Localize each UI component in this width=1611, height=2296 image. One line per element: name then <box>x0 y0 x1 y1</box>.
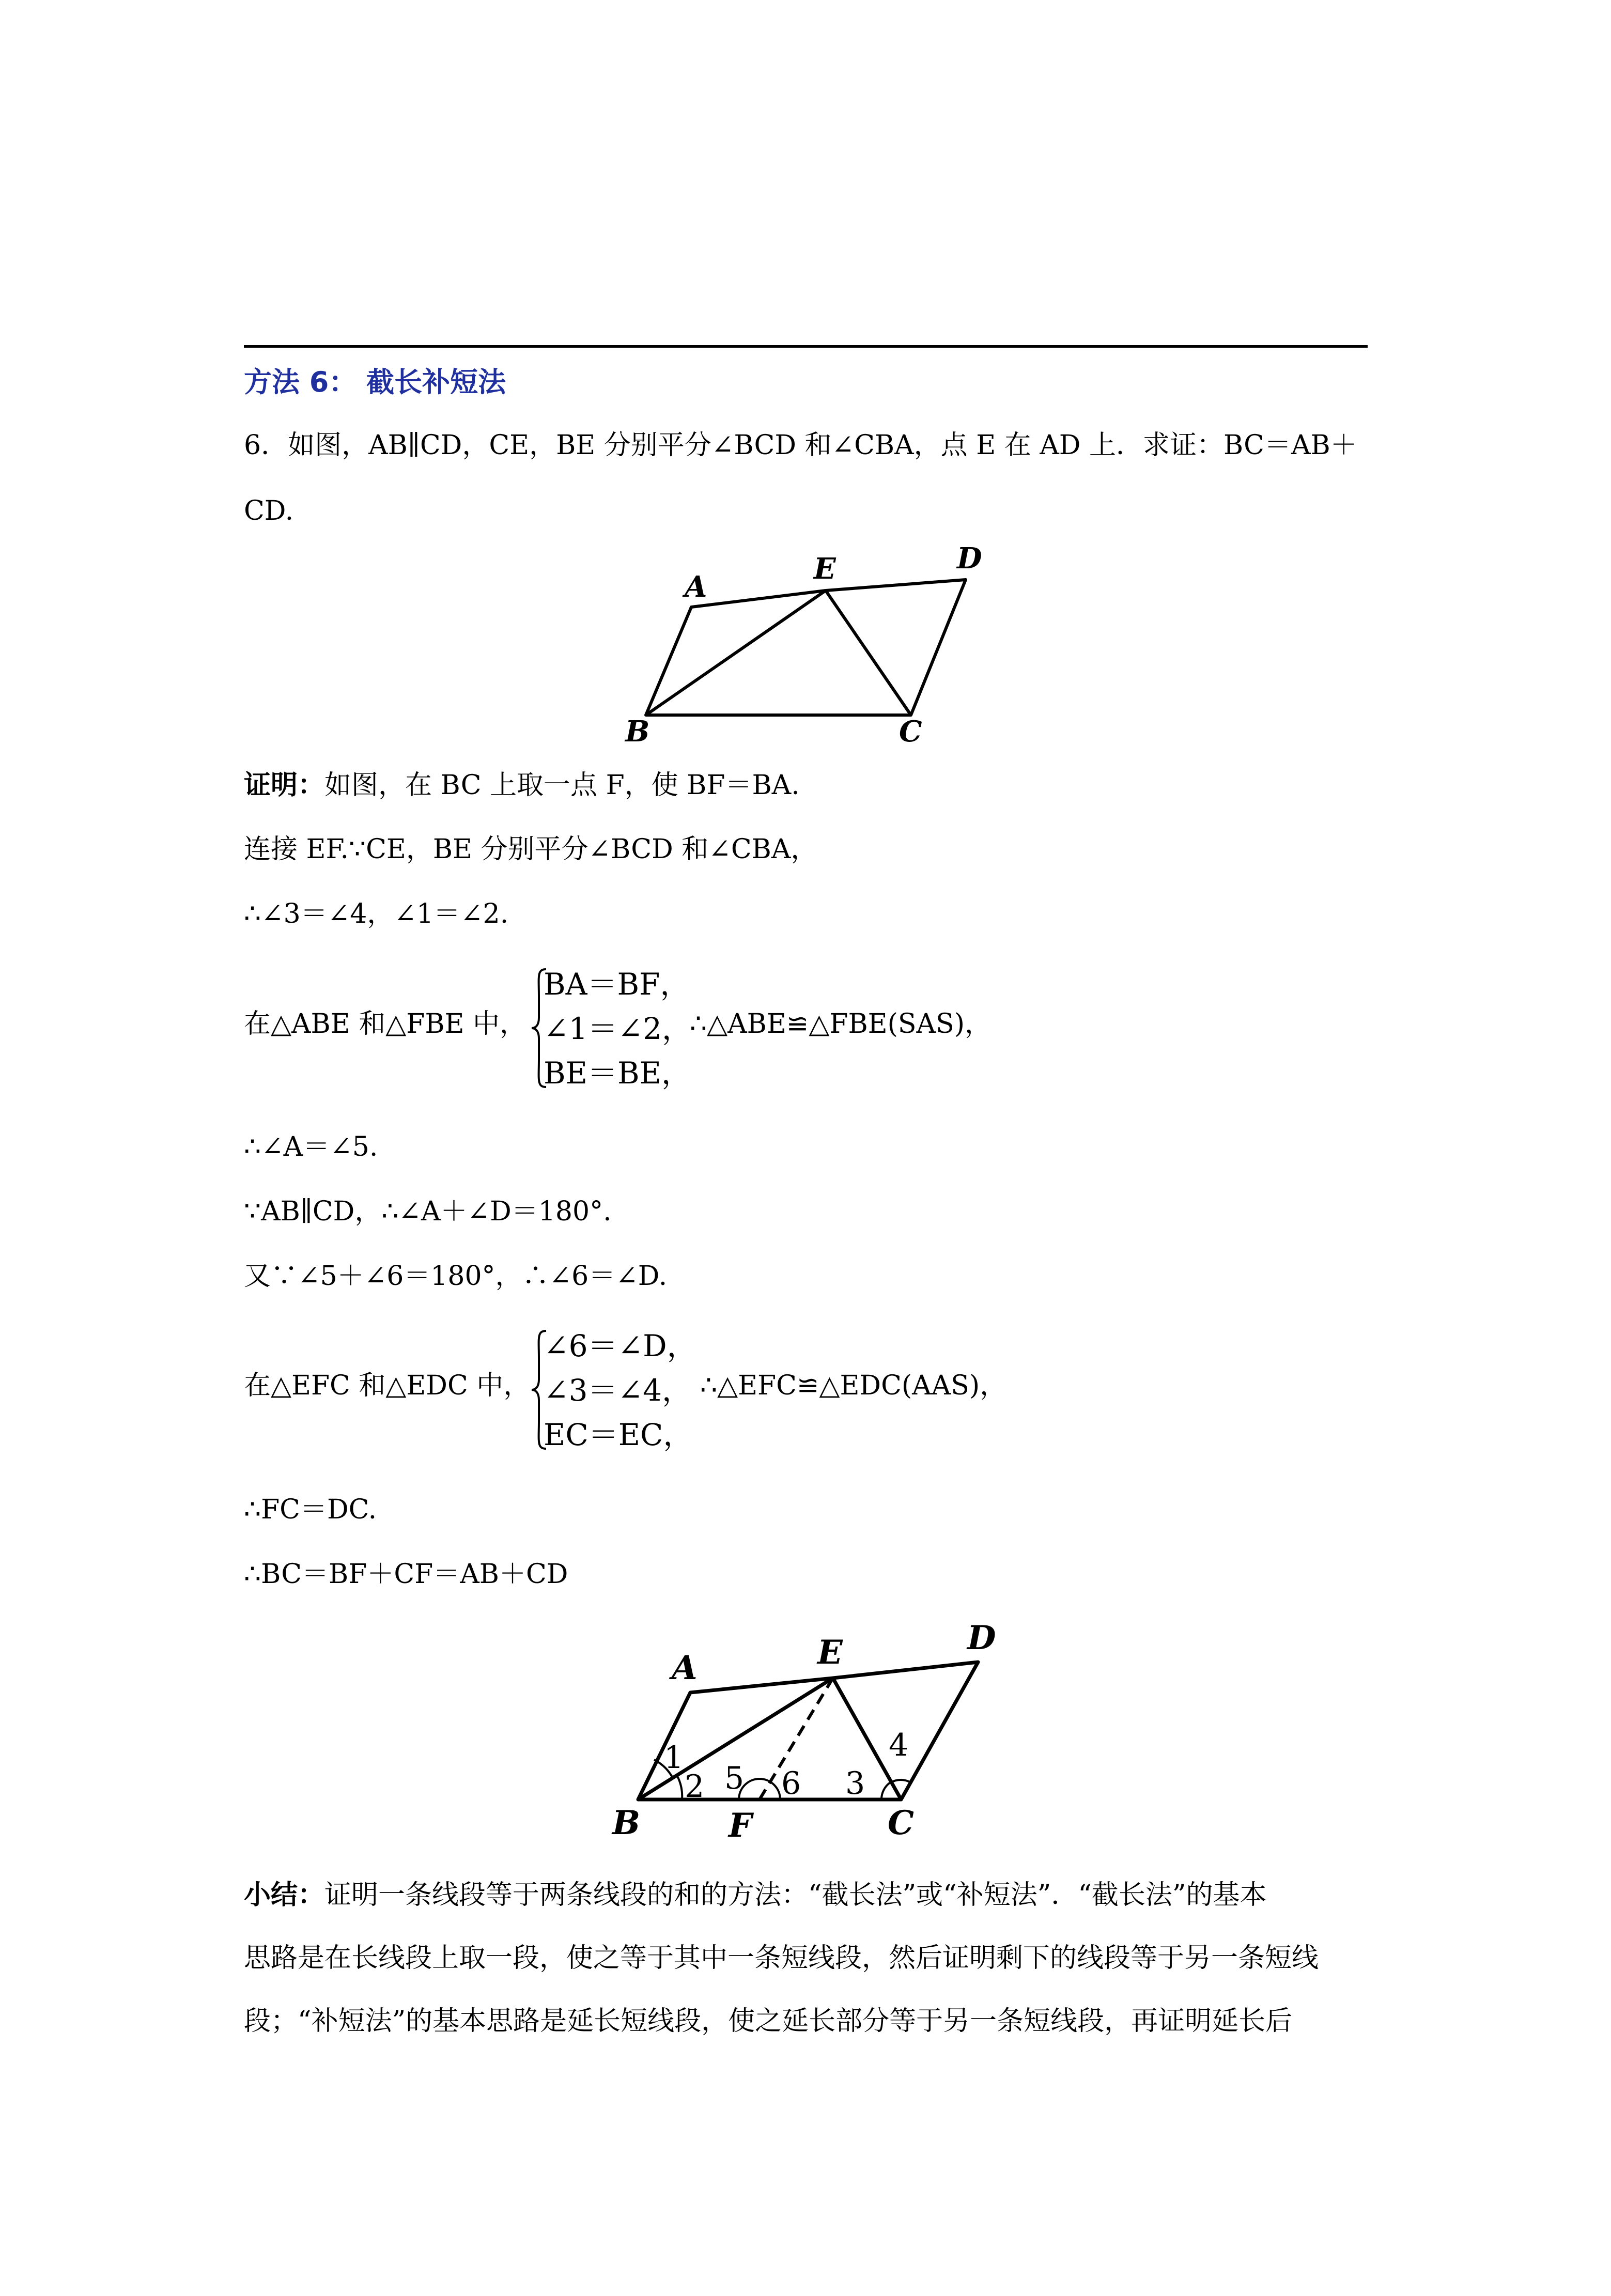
summary-line-1 <box>244 1879 1267 1912</box>
label-f: F <box>729 1806 752 1845</box>
label-a: A <box>672 1649 698 1687</box>
system-1-cond-2: ∠1＝∠2， <box>544 1011 692 1046</box>
problem-line-1: 6．如图，AB∥CD，CE，BE 分别平分∠BCD 和∠CBA，点 E 在 AD 上．求证：BC＝AB＋ <box>244 430 1357 461</box>
proof-line-4: ∴∠A＝∠5. <box>244 1131 378 1162</box>
proof-line-1 <box>244 769 800 802</box>
proof-line-5: ∵AB∥CD，∴∠A＋∠D＝180°. <box>244 1196 612 1227</box>
label-d: D <box>957 541 982 576</box>
angle-label-1: 1 <box>664 1740 684 1776</box>
label-a: A <box>685 570 707 604</box>
system-1-conclusion: ∴△ABE≌△FBE(SAS)， <box>690 1009 992 1040</box>
proof-line-7: ∴FC＝DC. <box>244 1494 377 1525</box>
angle-arc-f <box>739 1779 780 1799</box>
method-heading: 方法 6： 截长补短法 <box>244 366 506 398</box>
header-rule <box>244 345 1368 348</box>
proof-line-6: 又∵∠5＋∠6＝180°，∴∠6＝∠D. <box>244 1261 668 1292</box>
label-c: C <box>899 715 922 749</box>
system-2-cond-1: ∠6＝∠D， <box>544 1328 697 1363</box>
proof-line-3: ∴∠3＝∠4，∠1＝∠2. <box>244 898 509 929</box>
label-e: E <box>814 552 836 586</box>
angle-arc-c-3 <box>881 1782 890 1799</box>
angle-arc-b-2 <box>677 1775 682 1799</box>
proof-line-8: ∴BC＝BF＋CF＝AB＋CD <box>244 1559 568 1590</box>
system-1-cond-1: BA＝BF， <box>544 967 690 1002</box>
summary-line-2: 思路是在长线段上取一段，使之等于其中一条短线段，然后证明剩下的线段等于另一条短线 <box>244 1943 1319 1974</box>
problem-line-2: CD. <box>244 495 294 526</box>
system-2-conclusion: ∴△EFC≌△EDC(AAS)， <box>700 1370 1007 1401</box>
system-1-prefix: 在△ABE 和△FBE 中， <box>244 1009 527 1040</box>
label-c: C <box>888 1804 914 1842</box>
system-1-conditions <box>544 962 692 1095</box>
system-2-prefix: 在△EFC 和△EDC 中， <box>244 1370 531 1401</box>
proof-intro: 如图，在 BC 上取一点 F，使 BF＝BA. <box>324 770 800 801</box>
system-2-cond-3: EC＝EC， <box>544 1417 693 1452</box>
label-b: B <box>625 715 650 749</box>
summary-label: 小结： <box>244 1880 325 1911</box>
angle-label-5: 5 <box>724 1760 745 1796</box>
summary-text-1: 证明一条线段等于两条线段的和的方法：“截长法”或“补短法”．“截长法”的基本 <box>324 1880 1267 1911</box>
summary-line-3: 段；“补短法”的基本思路是延长短线段，使之延长部分等于另一条短线段，再证明延长后 <box>244 2006 1293 2037</box>
angle-arc-c-4 <box>891 1780 910 1782</box>
angle-label-2: 2 <box>685 1768 705 1805</box>
label-e: E <box>817 1633 843 1672</box>
proof-line-2: 连接 EF.∵CE，BE 分别平分∠BCD 和∠CBA， <box>244 834 818 865</box>
figure-1 <box>610 537 1002 754</box>
proof-label: 证明： <box>244 770 325 801</box>
angle-label-4: 4 <box>889 1727 909 1763</box>
angle-label-6: 6 <box>781 1765 801 1802</box>
figure-2 <box>599 1607 1023 1855</box>
angle-label-3: 3 <box>845 1765 865 1802</box>
label-d: D <box>967 1619 996 1657</box>
system-1-cond-3: BE＝BE， <box>544 1056 691 1091</box>
segment-ec <box>826 591 911 715</box>
system-2-conditions <box>544 1324 697 1457</box>
system-2-cond-2: ∠3＝∠4， <box>544 1373 692 1408</box>
label-b: B <box>612 1804 641 1842</box>
